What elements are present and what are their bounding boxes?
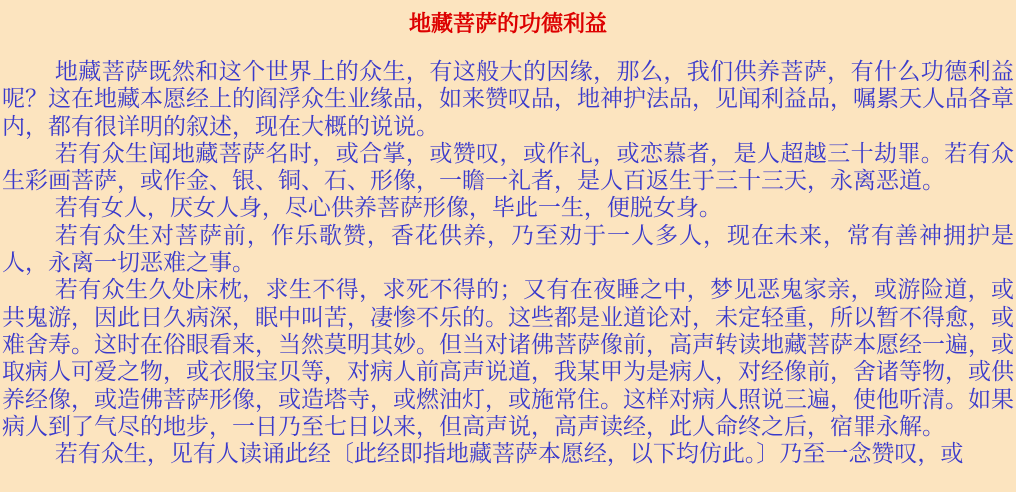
paragraph: 地藏菩萨既然和这个世界上的众生，有这般大的因缘，那么，我们供养菩萨，有什么功德利益呢？这在地藏本愿经上的阎浮众生业缘品，如来赞叹品，地神护法品，见闻利益品，嘱累天人品各章内，都有很详明的叙述，现在大概的说说。	[2, 59, 1014, 140]
paragraph: 若有女人，厌女人身，尽心供养菩萨形像，毕此一生，便脱女身。	[54, 195, 722, 222]
page-title: 地藏菩萨的功德利益	[408, 12, 607, 37]
paragraph: 若有众生对菩萨前，作乐歌赞，香花供养，乃至劝于一人多人，现在未来，常有善神拥护是人，永离一切恶难之事。	[2, 222, 1014, 277]
paragraph: 若有众生久处床枕，求生不得，求死不得的；又有在夜睡之中，梦见恶鬼家亲，或游险道，或共鬼游，因此日久病深，眠中叫苦，凄惨不乐的。这些都是业道论对，未定轻重，所以暂不得愈，或难舍寿。这时在俗眼看来，当然莫明其妙。但当对诸佛菩萨像前，高声转读地藏菩萨本愿经一遍，或取病人可爱之物，或衣服宝贝等，对病人前高声说道，我某甲为是病人，对经像前，舍诸等物，或供养经像，或造佛菩萨形像，或造塔寺，或燃油灯，或施常住。这样对病人照说三遍，使他听清。如果病人到了气尽的地步，一日乃至七日以来，但高声说，高声读经，此人命终之后，宿罪永解。	[2, 277, 1014, 440]
paragraph: 若有众生闻地藏菩萨名时，或合掌，或赞叹，或作礼，或恋慕者，是人超越三十劫罪。若有众生彩画菩萨，或作金、银、铜、石、形像，一瞻一礼者，是人百返生于三十三天，永离恶道。	[2, 140, 1014, 195]
document-body	[2, 59, 1014, 468]
paragraph: 若有众生，见有人读诵此经〔此经即指地藏菩萨本愿经，以下均仿此。〕乃至一念赞叹，或	[54, 441, 964, 468]
